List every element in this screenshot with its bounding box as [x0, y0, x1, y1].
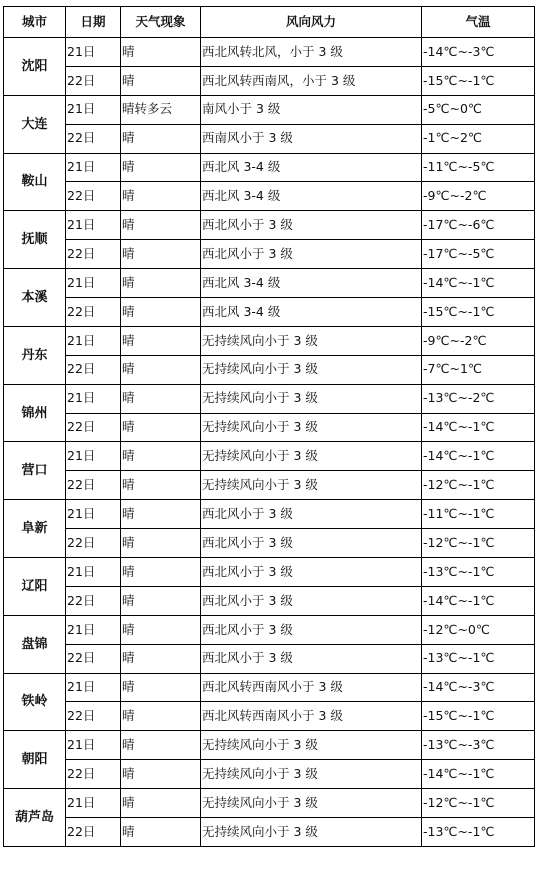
- weather-cell: 晴: [121, 471, 201, 500]
- city-name: 葫芦岛: [4, 789, 66, 847]
- city-name: 铁岭: [4, 673, 66, 731]
- wind-cell: 西北风转北风，小于 3 级: [201, 38, 422, 67]
- wind-cell: 无持续风向小于 3 级: [201, 471, 422, 500]
- date-cell: 21日: [66, 500, 121, 529]
- temp-cell: -15℃~-1℃: [422, 298, 535, 327]
- wind-cell: 无持续风向小于 3 级: [201, 731, 422, 760]
- date-cell: 22日: [66, 298, 121, 327]
- weather-cell: 晴: [121, 586, 201, 615]
- temp-cell: -14℃~-1℃: [422, 442, 535, 471]
- table-row: [4, 95, 535, 124]
- table-row: [4, 240, 535, 269]
- wind-cell: 西北风小于 3 级: [201, 529, 422, 558]
- table-row: [4, 615, 535, 644]
- wind-cell: 西北风小于 3 级: [201, 240, 422, 269]
- city-name: 阜新: [4, 500, 66, 558]
- table-row: [4, 702, 535, 731]
- table-row: [4, 269, 535, 298]
- weather-cell: 晴: [121, 702, 201, 731]
- table-header-row: [4, 7, 535, 38]
- date-cell: 22日: [66, 644, 121, 673]
- temp-cell: -14℃~-3℃: [422, 38, 535, 67]
- temp-cell: -13℃~-1℃: [422, 644, 535, 673]
- weather-cell: 晴: [121, 673, 201, 702]
- date-cell: 22日: [66, 471, 121, 500]
- wind-cell: 西北风小于 3 级: [201, 644, 422, 673]
- weather-cell: 晴: [121, 529, 201, 558]
- date-cell: 21日: [66, 558, 121, 587]
- weather-cell: 晴: [121, 760, 201, 789]
- table-row: [4, 471, 535, 500]
- weather-cell: 晴: [121, 269, 201, 298]
- weather-cell: 晴: [121, 298, 201, 327]
- date-cell: 21日: [66, 673, 121, 702]
- table-row: [4, 298, 535, 327]
- temp-cell: -14℃~-1℃: [422, 586, 535, 615]
- wind-cell: 西北风小于 3 级: [201, 500, 422, 529]
- weather-cell: 晴: [121, 442, 201, 471]
- weather-cell: 晴: [121, 615, 201, 644]
- wind-cell: 西北风 3-4 级: [201, 153, 422, 182]
- wind-cell: 西北风小于 3 级: [201, 615, 422, 644]
- date-cell: 22日: [66, 355, 121, 384]
- header-wind: 风向风力: [201, 7, 422, 38]
- weather-cell: 晴: [121, 66, 201, 95]
- temp-cell: -12℃~0℃: [422, 615, 535, 644]
- city-name: 营口: [4, 442, 66, 500]
- date-cell: 21日: [66, 384, 121, 413]
- weather-cell: 晴: [121, 558, 201, 587]
- table-row: [4, 818, 535, 847]
- city-name: 锦州: [4, 384, 66, 442]
- weather-cell: 晴: [121, 326, 201, 355]
- city-name: 丹东: [4, 326, 66, 384]
- city-name: 本溪: [4, 269, 66, 327]
- weather-cell: 晴转多云: [121, 95, 201, 124]
- wind-cell: 南风小于 3 级: [201, 95, 422, 124]
- weather-cell: 晴: [121, 731, 201, 760]
- temp-cell: -12℃~-1℃: [422, 529, 535, 558]
- table-row: [4, 500, 535, 529]
- table-row: [4, 326, 535, 355]
- weather-cell: 晴: [121, 182, 201, 211]
- weather-cell: 晴: [121, 124, 201, 153]
- table-row: [4, 558, 535, 587]
- header-weather: 天气现象: [121, 7, 201, 38]
- table-row: [4, 384, 535, 413]
- date-cell: 22日: [66, 240, 121, 269]
- wind-cell: 无持续风向小于 3 级: [201, 789, 422, 818]
- table-row: [4, 38, 535, 67]
- header-date: 日期: [66, 7, 121, 38]
- city-name: 辽阳: [4, 558, 66, 616]
- temp-cell: -12℃~-1℃: [422, 789, 535, 818]
- temp-cell: -13℃~-2℃: [422, 384, 535, 413]
- city-name: 大连: [4, 95, 66, 153]
- weather-cell: 晴: [121, 211, 201, 240]
- wind-cell: 西北风 3-4 级: [201, 298, 422, 327]
- wind-cell: 无持续风向小于 3 级: [201, 326, 422, 355]
- city-name: 盘锦: [4, 615, 66, 673]
- city-name: 朝阳: [4, 731, 66, 789]
- date-cell: 22日: [66, 413, 121, 442]
- temp-cell: -11℃~-1℃: [422, 500, 535, 529]
- date-cell: 22日: [66, 182, 121, 211]
- temp-cell: -14℃~-3℃: [422, 673, 535, 702]
- table-row: [4, 529, 535, 558]
- temp-cell: -13℃~-1℃: [422, 818, 535, 847]
- date-cell: 22日: [66, 529, 121, 558]
- table-row: [4, 789, 535, 818]
- date-cell: 22日: [66, 124, 121, 153]
- table-row: [4, 413, 535, 442]
- date-cell: 22日: [66, 760, 121, 789]
- temp-cell: -14℃~-1℃: [422, 269, 535, 298]
- weather-cell: 晴: [121, 789, 201, 818]
- table-row: [4, 355, 535, 384]
- weather-cell: 晴: [121, 38, 201, 67]
- wind-cell: 无持续风向小于 3 级: [201, 384, 422, 413]
- temp-cell: -17℃~-6℃: [422, 211, 535, 240]
- city-name: 沈阳: [4, 38, 66, 96]
- temp-cell: -9℃~-2℃: [422, 326, 535, 355]
- wind-cell: 无持续风向小于 3 级: [201, 355, 422, 384]
- table-row: [4, 182, 535, 211]
- date-cell: 21日: [66, 95, 121, 124]
- table-body: [4, 38, 535, 847]
- date-cell: 21日: [66, 326, 121, 355]
- temp-cell: -15℃~-1℃: [422, 702, 535, 731]
- weather-cell: 晴: [121, 818, 201, 847]
- wind-cell: 无持续风向小于 3 级: [201, 818, 422, 847]
- date-cell: 22日: [66, 702, 121, 731]
- date-cell: 22日: [66, 66, 121, 95]
- weather-cell: 晴: [121, 644, 201, 673]
- weather-forecast-table: [3, 6, 535, 847]
- wind-cell: 西北风小于 3 级: [201, 558, 422, 587]
- date-cell: 21日: [66, 153, 121, 182]
- temp-cell: -17℃~-5℃: [422, 240, 535, 269]
- temp-cell: -14℃~-1℃: [422, 760, 535, 789]
- date-cell: 21日: [66, 269, 121, 298]
- table-row: [4, 124, 535, 153]
- city-name: 抚顺: [4, 211, 66, 269]
- date-cell: 21日: [66, 731, 121, 760]
- table-row: [4, 211, 535, 240]
- temp-cell: -14℃~-1℃: [422, 413, 535, 442]
- wind-cell: 西北风 3-4 级: [201, 269, 422, 298]
- wind-cell: 西北风转西南风小于 3 级: [201, 702, 422, 731]
- weather-cell: 晴: [121, 153, 201, 182]
- weather-cell: 晴: [121, 413, 201, 442]
- date-cell: 22日: [66, 818, 121, 847]
- wind-cell: 西北风转西南风，小于 3 级: [201, 66, 422, 95]
- header-city: 城市: [4, 7, 66, 38]
- wind-cell: 西北风小于 3 级: [201, 211, 422, 240]
- table-row: [4, 673, 535, 702]
- wind-cell: 西北风转西南风小于 3 级: [201, 673, 422, 702]
- temp-cell: -13℃~-3℃: [422, 731, 535, 760]
- table-row: [4, 153, 535, 182]
- table-row: [4, 66, 535, 95]
- wind-cell: 无持续风向小于 3 级: [201, 413, 422, 442]
- temp-cell: -11℃~-5℃: [422, 153, 535, 182]
- header-temp: 气温: [422, 7, 535, 38]
- weather-cell: 晴: [121, 240, 201, 269]
- table-row: [4, 731, 535, 760]
- table-row: [4, 442, 535, 471]
- temp-cell: -12℃~-1℃: [422, 471, 535, 500]
- wind-cell: 无持续风向小于 3 级: [201, 760, 422, 789]
- wind-cell: 无持续风向小于 3 级: [201, 442, 422, 471]
- date-cell: 21日: [66, 789, 121, 818]
- temp-cell: -1℃~2℃: [422, 124, 535, 153]
- weather-cell: 晴: [121, 384, 201, 413]
- temp-cell: -15℃~-1℃: [422, 66, 535, 95]
- temp-cell: -9℃~-2℃: [422, 182, 535, 211]
- table-row: [4, 644, 535, 673]
- table-row: [4, 586, 535, 615]
- date-cell: 22日: [66, 586, 121, 615]
- wind-cell: 西北风小于 3 级: [201, 586, 422, 615]
- date-cell: 21日: [66, 38, 121, 67]
- wind-cell: 西南风小于 3 级: [201, 124, 422, 153]
- date-cell: 21日: [66, 615, 121, 644]
- weather-cell: 晴: [121, 500, 201, 529]
- temp-cell: -7℃~1℃: [422, 355, 535, 384]
- date-cell: 21日: [66, 442, 121, 471]
- wind-cell: 西北风 3-4 级: [201, 182, 422, 211]
- weather-cell: 晴: [121, 355, 201, 384]
- temp-cell: -5℃~0℃: [422, 95, 535, 124]
- date-cell: 21日: [66, 211, 121, 240]
- city-name: 鞍山: [4, 153, 66, 211]
- table-row: [4, 760, 535, 789]
- temp-cell: -13℃~-1℃: [422, 558, 535, 587]
